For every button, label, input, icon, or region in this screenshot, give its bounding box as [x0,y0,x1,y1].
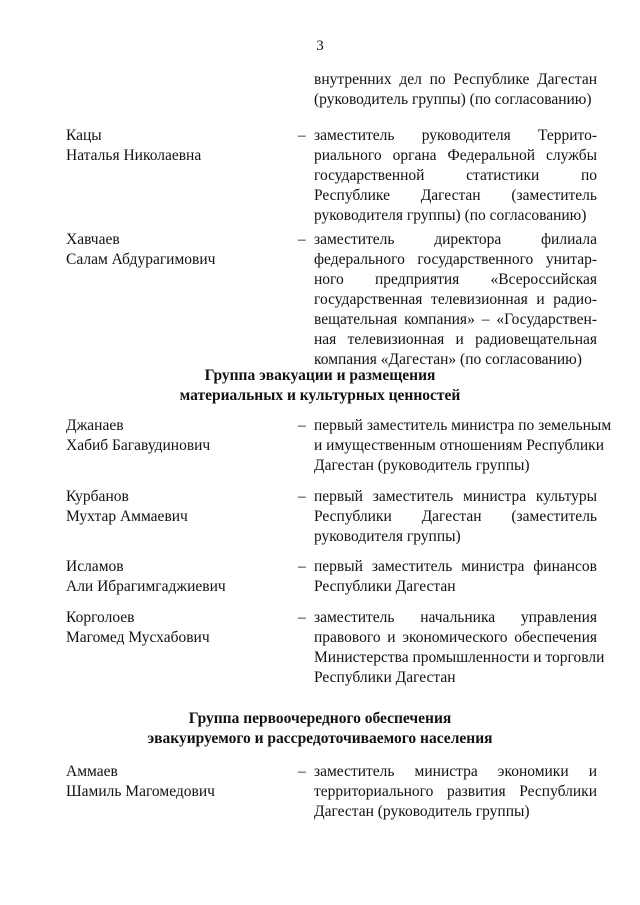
member-name [66,762,286,802]
dash-separator: – [298,127,306,144]
role-line: ного предприятия «Всероссийская [314,271,597,288]
member-given-names: Мухтар Аммаевич [66,508,188,525]
dash-separator: – [298,231,306,248]
role-line: правового и экономического обеспечения [314,629,597,646]
role-line: (руководитель группы) (по согласованию) [314,91,592,108]
heading-line: материальных и культурных ценностей [179,387,461,404]
role-line: федерального государственного унитар- [314,251,597,268]
role-line: вещательная компания» – «Государствен- [314,311,597,328]
member-role [314,762,597,822]
group-heading-evacuation [0,366,640,406]
member-role [314,416,612,476]
role-line: руководителя группы) (по согласованию) [314,207,587,224]
member-name [66,126,286,166]
member-surname: Кацы [66,127,102,144]
member-name [66,557,286,597]
member-role [314,608,605,688]
role-line: государственная телевизионная и радио- [314,291,597,308]
role-line: Республике Дагестан (заместитель [314,187,597,204]
role-line: первый заместитель министра по земельным [314,417,612,434]
member-name [66,487,286,527]
member-name [66,230,286,270]
role-line: риального органа Федеральной службы [314,147,597,164]
member-given-names: Хабиб Багавудинович [66,437,211,454]
role-line: заместитель министра экономики и [314,763,597,780]
group-heading-priority [0,709,640,749]
role-line: ная телевизионная и радиовещательная [314,331,597,348]
role-line: компания «Дагестан» (по согласованию) [314,351,582,368]
role-line: Республики Дагестан (заместитель [314,508,597,525]
role-line: заместитель руководителя Террито- [314,127,597,144]
member-surname: Хавчаев [66,231,120,248]
role-line: и имущественным отношениям Республики [314,437,605,454]
member-surname: Корголоев [66,609,135,626]
member-role [314,557,597,597]
heading-line: эвакуируемого и рассредоточиваемого населения [147,730,493,747]
member-given-names: Шамиль Магомедович [66,783,215,800]
dash-separator: – [298,558,306,575]
member-given-names: Али Ибрагимгаджиевич [66,578,226,595]
member-role [314,230,597,370]
role-line: Дагестан (руководитель группы) [314,803,530,820]
member-given-names: Салам Абдурагимович [66,251,216,268]
role-line: государственной статистики по [314,167,597,184]
member-name [66,416,286,456]
member-name [66,608,286,648]
role-line: Республики Дагестан [314,578,456,595]
member-role [314,126,597,226]
member-surname: Аммаев [66,763,118,780]
dash-separator: – [298,417,306,434]
member-given-names: Наталья Николаевна [66,147,202,164]
member-given-names: Магомед Мусхабович [66,629,210,646]
member-surname: Исламов [66,558,124,575]
dash-separator: – [298,763,306,780]
heading-line: Группа эвакуации и размещения [204,367,436,384]
page-number: 3 [316,38,324,54]
role-line: территориального развития Республики [314,783,597,800]
member-surname: Джанаев [66,417,124,434]
heading-line: Группа первоочередного обеспечения [188,710,452,727]
role-line: заместитель начальника управления [314,609,597,626]
role-line: руководителя группы) [314,528,461,545]
role-line: Дагестан (руководитель группы) [314,457,530,474]
dash-separator: – [298,609,306,626]
role-line: Республики Дагестан [314,669,456,686]
role-line: заместитель директора филиала [314,231,597,248]
member-role [314,487,597,547]
role-line: Министерства промышленности и торговли [314,649,605,666]
role-line: первый заместитель министра культуры [314,488,597,505]
dash-separator: – [298,488,306,505]
member-surname: Курбанов [66,488,129,505]
role-line: внутренних дел по Республике Дагестан [314,71,597,88]
role-line: первый заместитель министра финансов [314,558,597,575]
continuation-text [314,70,597,110]
